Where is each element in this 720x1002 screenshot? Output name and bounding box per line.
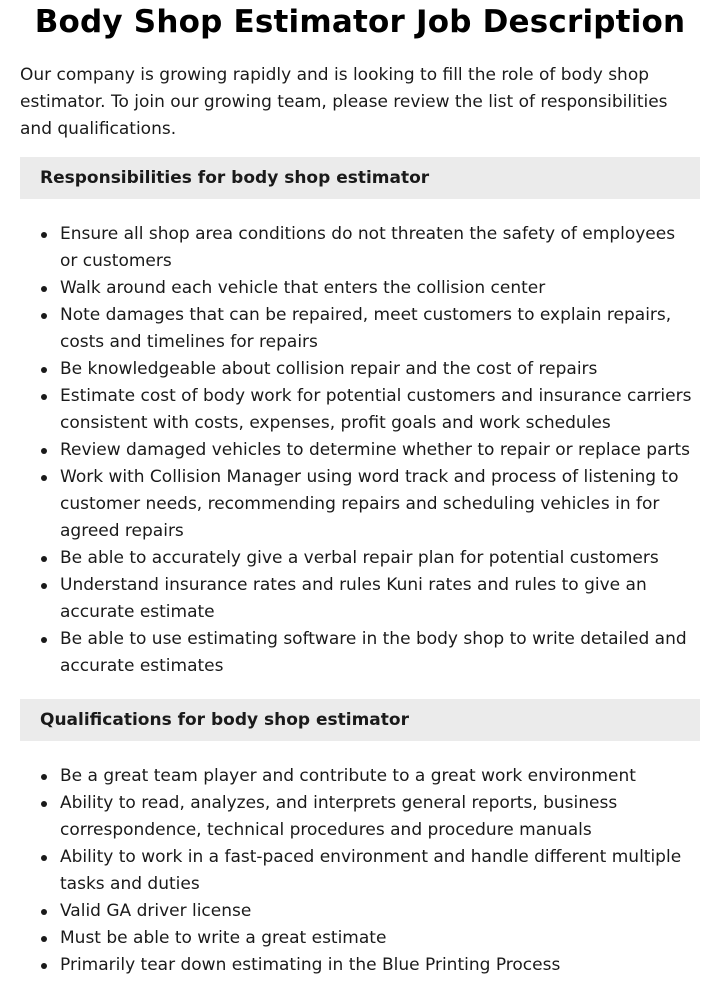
list-item bbox=[20, 545, 700, 572]
list-item-text: Review damaged vehicles to determine whether to repair or replace parts bbox=[60, 440, 690, 460]
list-item bbox=[20, 275, 700, 302]
bullet-icon bbox=[41, 936, 47, 942]
list-item bbox=[20, 626, 700, 680]
bullet-icon bbox=[41, 583, 47, 589]
list-item-text: Be knowledgeable about collision repair and the cost of repairs bbox=[60, 359, 598, 379]
list-item-text: Understand insurance rates and rules Kuni rates and rules to give an accurate estimate bbox=[60, 575, 647, 622]
bullet-icon bbox=[41, 232, 47, 238]
intro-paragraph: Our company is growing rapidly and is looking to fill the role of body shop estimator. To join our growing team, please review the list of responsibilities and qualifications. bbox=[20, 65, 668, 139]
list-item bbox=[20, 925, 700, 952]
responsibilities-list bbox=[20, 221, 700, 680]
list-item bbox=[20, 464, 700, 545]
qualifications-list bbox=[20, 763, 700, 979]
bullet-icon bbox=[41, 637, 47, 643]
list-item bbox=[20, 221, 700, 275]
list-item-text: Be a great team player and contribute to a great work environment bbox=[60, 766, 636, 786]
bullet-icon bbox=[41, 475, 47, 481]
bullet-icon bbox=[41, 367, 47, 373]
list-item bbox=[20, 763, 700, 790]
list-item-text: Must be able to write a great estimate bbox=[60, 928, 387, 948]
bullet-icon bbox=[41, 286, 47, 292]
list-item-text: Ability to work in a fast-paced environment and handle different multiple tasks and duties bbox=[60, 847, 682, 894]
list-item bbox=[20, 790, 700, 844]
bullet-icon bbox=[41, 774, 47, 780]
list-item bbox=[20, 952, 700, 979]
bullet-icon bbox=[41, 855, 47, 861]
list-item-text: Ability to read, analyzes, and interprets general reports, business correspondence, technical procedures and procedure manuals bbox=[60, 793, 618, 840]
list-item bbox=[20, 844, 700, 898]
list-item bbox=[20, 898, 700, 925]
bullet-icon bbox=[41, 801, 47, 807]
list-item-text: Note damages that can be repaired, meet customers to explain repairs, costs and timelines for repairs bbox=[60, 305, 672, 352]
list-item bbox=[20, 356, 700, 383]
list-item-text: Be able to use estimating software in the body shop to write detailed and accurate estimates bbox=[60, 629, 687, 676]
bullet-icon bbox=[41, 448, 47, 454]
bullet-icon bbox=[41, 394, 47, 400]
list-item-text: Be able to accurately give a verbal repair plan for potential customers bbox=[60, 548, 659, 568]
bullet-icon bbox=[41, 963, 47, 969]
bullet-icon bbox=[41, 909, 47, 915]
bullet-icon bbox=[41, 313, 47, 319]
page-title: Body Shop Estimator Job Description bbox=[34, 4, 686, 40]
responsibilities-heading: Responsibilities for body shop estimator bbox=[20, 157, 700, 199]
list-item-text: Ensure all shop area conditions do not threaten the safety of employees or customers bbox=[60, 224, 676, 271]
list-item bbox=[20, 437, 700, 464]
list-item bbox=[20, 572, 700, 626]
list-item-text: Valid GA driver license bbox=[60, 901, 252, 921]
bullet-icon bbox=[41, 556, 47, 562]
list-item bbox=[20, 302, 700, 356]
list-item bbox=[20, 383, 700, 437]
list-item-text: Work with Collision Manager using word track and process of listening to customer needs, recommending repairs and scheduling vehicles in for agreed repairs bbox=[60, 467, 679, 541]
qualifications-heading: Qualifications for body shop estimator bbox=[20, 699, 700, 741]
list-item-text: Estimate cost of body work for potential customers and insurance carriers consistent with costs, expenses, profit goals and work schedules bbox=[60, 386, 692, 433]
list-item-text: Primarily tear down estimating in the Blue Printing Process bbox=[60, 955, 561, 975]
list-item-text: Walk around each vehicle that enters the collision center bbox=[60, 278, 546, 298]
